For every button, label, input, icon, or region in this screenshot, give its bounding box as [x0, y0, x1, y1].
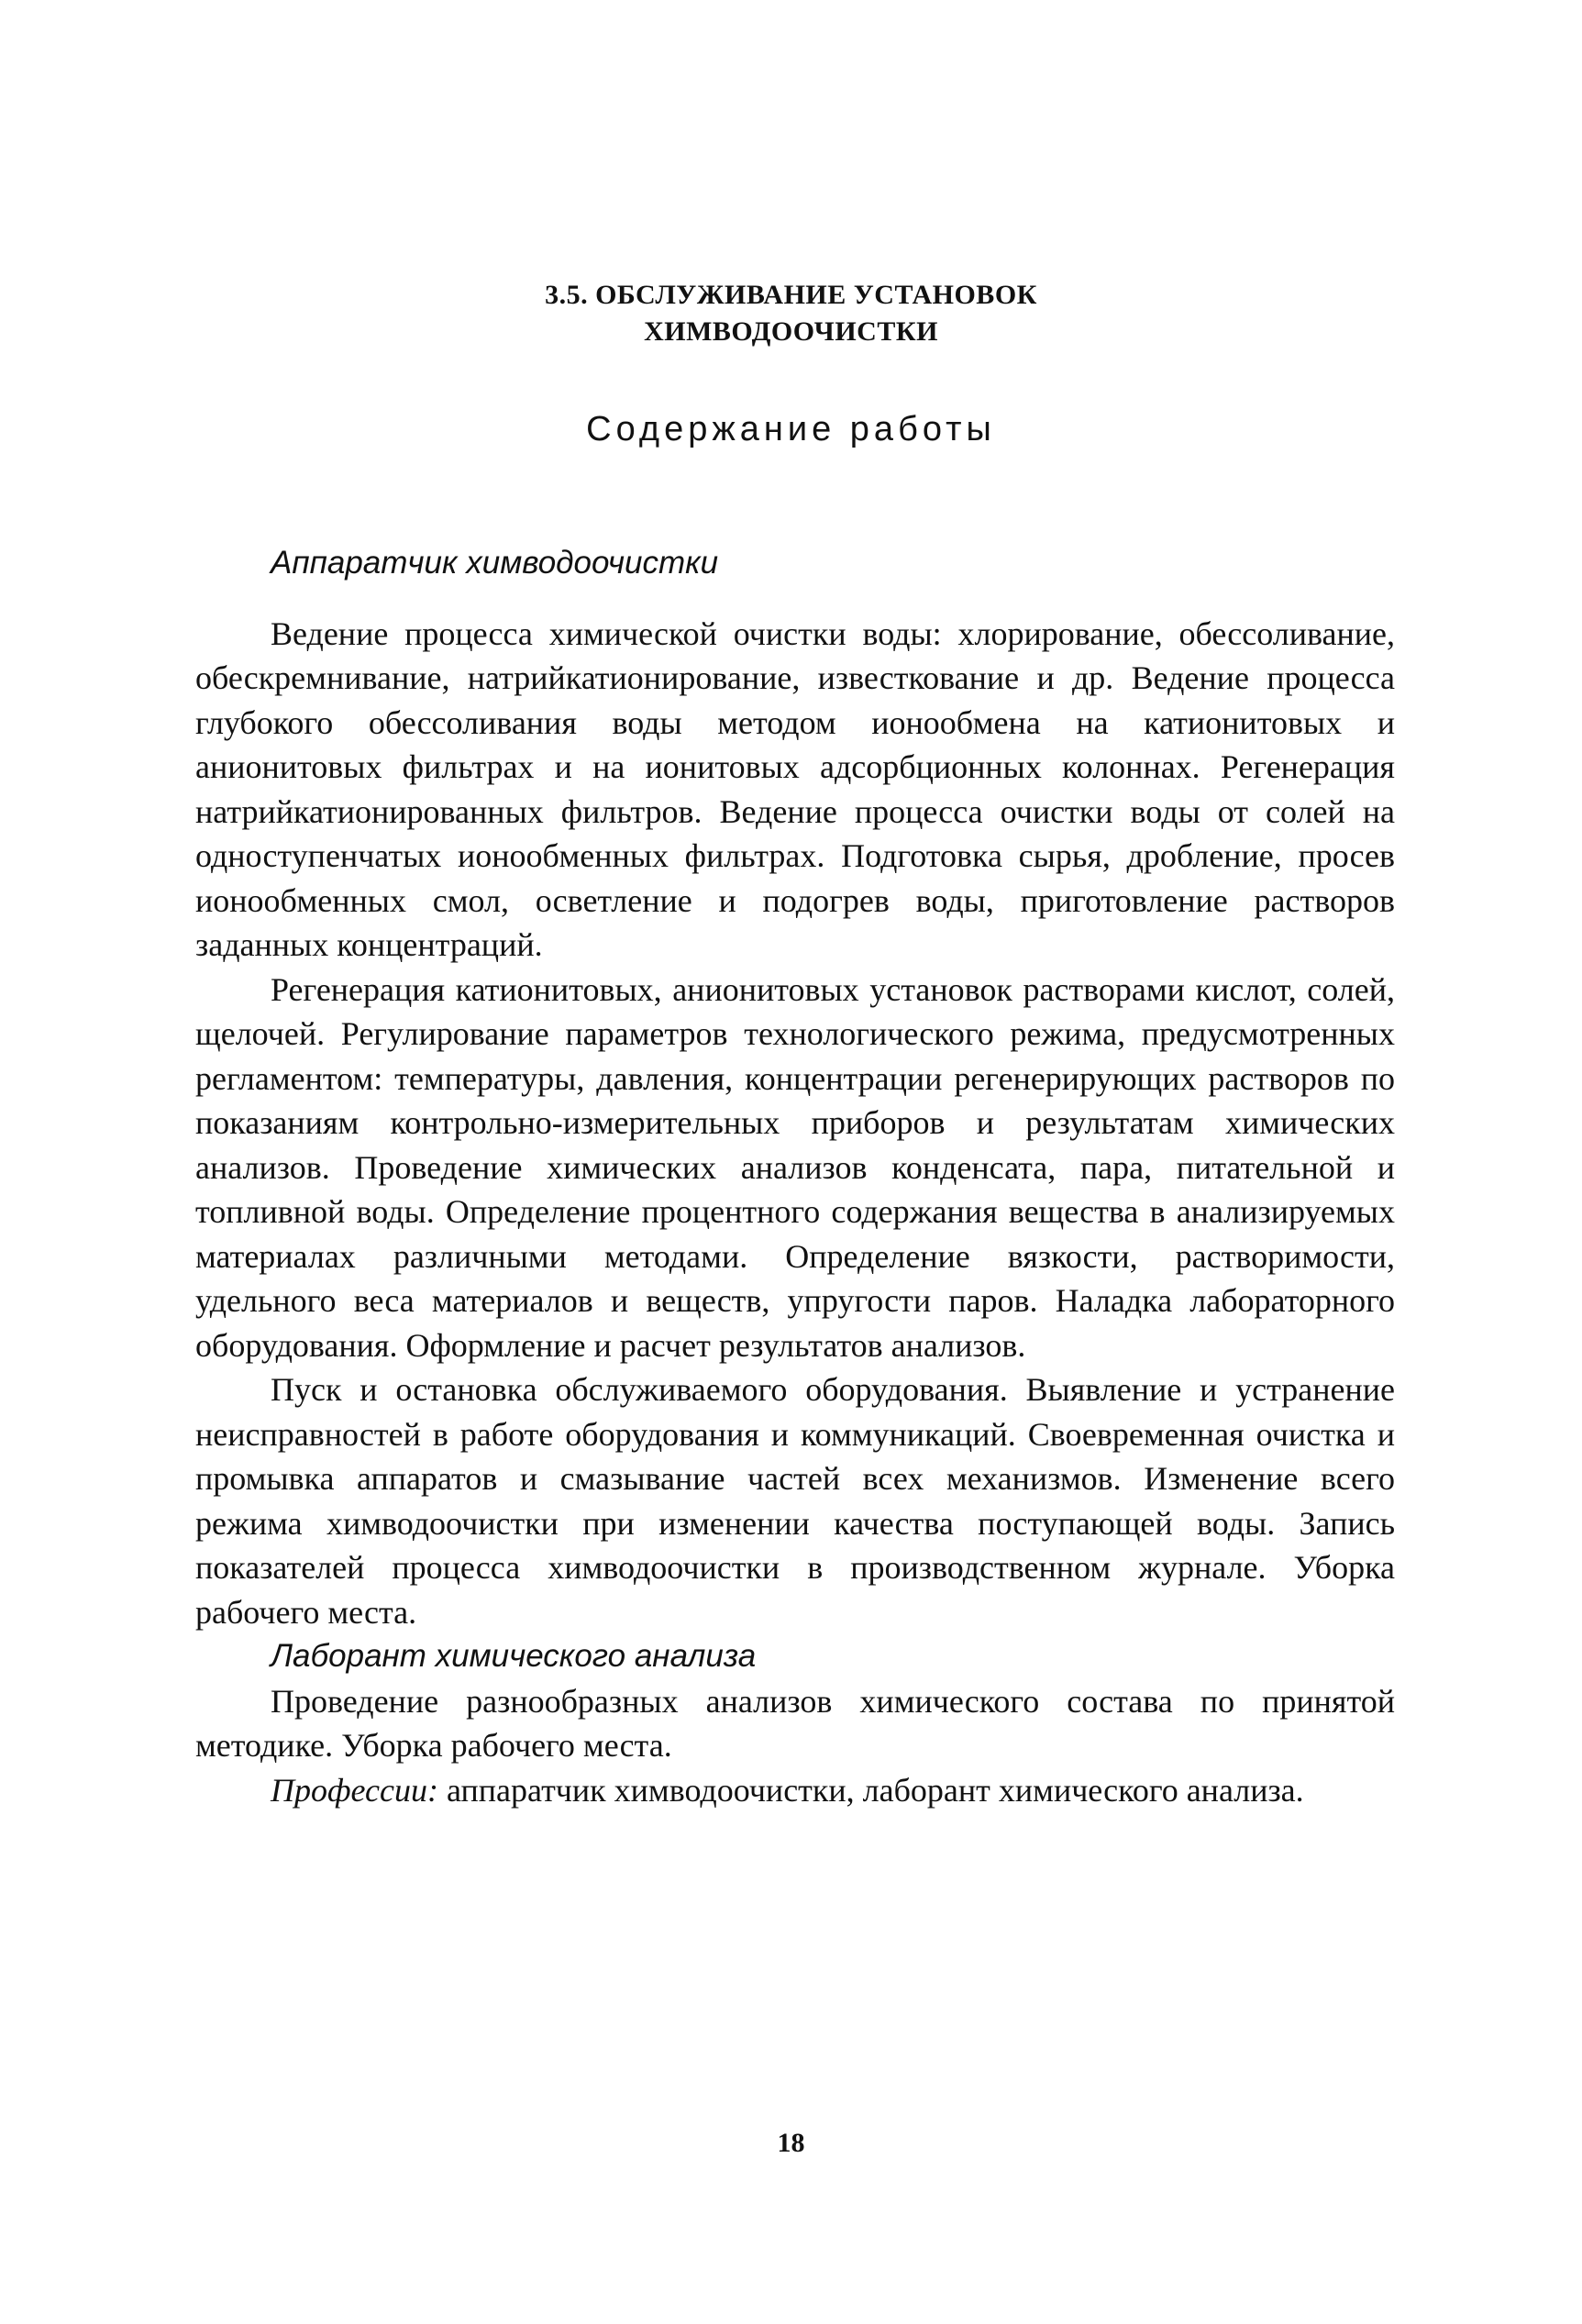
subtitle: Содержание работы: [586, 410, 996, 448]
section-title-line2: ХИМВОДООЧИСТКИ: [644, 316, 938, 347]
page-number: 18: [777, 2128, 805, 2158]
professions-paragraph: [195, 1768, 1395, 1813]
role-heading-operator: Аппаратчик химводоочистки: [271, 545, 719, 581]
professions-label: Профессии:: [271, 1771, 439, 1809]
paragraph-1: Ведение процесса химической очистки воды: хлорирование, обессоливание, обескремнивание, натрийкатионирование, известкование и др. Ведение процесса глубокого обессоливания воды методом ионообмена на катионитовых и анионитовых фильтрах и на ионитовых адсорбционных колоннах. Регенерация натрийкатионированных фильтров. Ведение процесса очистки воды от солей на одноступенчатых ионообменных фильтрах. Подготовка сырья, дробление, просев ионообменных смол, осветление и подогрев воды, приготовление растворов заданных концентраций.: [195, 614, 1395, 963]
section-title: [0, 277, 1582, 350]
paragraph-2: Регенерация катионитовых, анионитовых установок растворами кислот, солей, щелочей. Регулирование параметров технологического режима, предусмотренных регламентом: температуры, давления, концентрации регенерирующих растворов по показаниям контрольно-измерительных приборов и результатам химических анализов. Проведение химических анализов конденсата, пара, питательной и топливной воды. Определение процентного содержания вещества в анализируемых материалах различными методами. Определение вязкости, растворимости, удельного веса материалов и веществ, упругости паров. Наладка лабораторного оборудования. Оформление и расчет результатов анализов.: [195, 970, 1395, 1364]
section-title-line1: 3.5. ОБСЛУЖИВАНИЕ УСТАНОВОК: [545, 280, 1037, 310]
body-text: [195, 541, 1395, 1812]
role-heading-lab-assistant: Лаборант химического анализа: [271, 1638, 757, 1674]
paragraph-3: Пуск и остановка обслуживаемого оборудования. Выявление и устранение неисправностей в работе оборудования и коммуникаций. Своевременная очистка и промывка аппаратов и смазывание частей всех механизмов. Изменение всего режима химводоочистки при изменении качества поступающей воды. Запись показателей процесса химводоочистки в производственном журнале. Уборка рабочего места.: [195, 1371, 1395, 1631]
professions-text: аппаратчик химводоочистки, лаборант химического анализа.: [447, 1771, 1304, 1809]
paragraph-4: Проведение разнообразных анализов химического состава по принятой методике. Уборка рабочего места.: [195, 1682, 1395, 1764]
